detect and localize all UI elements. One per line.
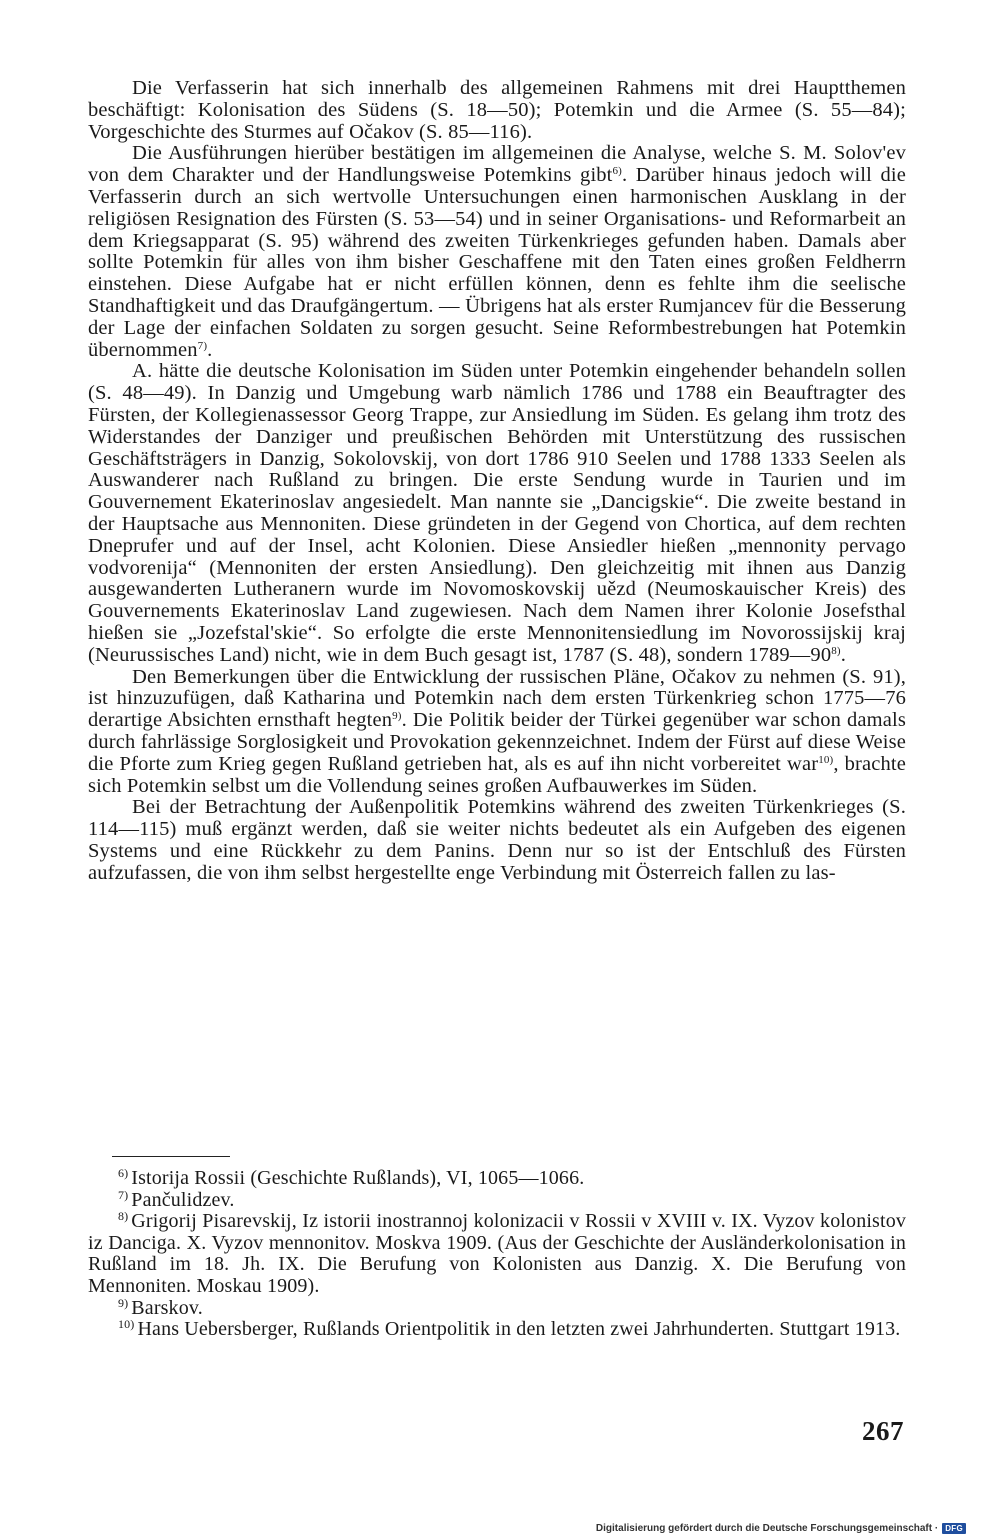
- footnote-mark: 10): [118, 1317, 135, 1332]
- paragraph-4: Den Bemerkungen über die Entwicklung der russischen Pläne, Očakov zu nehmen (S. 91), ist hinzuzufügen, daß Katharina und Potemkin nach dem ersten Türkenkrieg schon 1775—76 derartige Absichten ernsthaft hegten$^{9)}$. Die Politik beider der Türkei gegenüber war schon damals durch fahrlässige Sorglosigkeit und Provokation gekennzeichnet. Indem der Fürst auf diese Weise die Pforte zum Krieg gegen Rußland getrieben hat, als es auf ihn nicht vorbereitet war$^{10)}$, brachte sich Potemkin selbst um die Vollendung seines großen Aufbauwerkes im Süden.: [88, 665, 907, 797]
- footnote-8: [88, 1211, 906, 1297]
- footnote-mark: 8): [118, 1209, 129, 1224]
- footnote-10: [88, 1319, 906, 1341]
- page-number: 267: [862, 1416, 904, 1446]
- footnote-7: [88, 1187, 906, 1212]
- digitization-credit: [596, 1523, 966, 1534]
- footnote-text: Pančulidzev.: [131, 1188, 235, 1211]
- footnote-ref-8[interactable]: 8): [831, 644, 841, 657]
- footnote-mark: 9): [118, 1295, 129, 1310]
- footnote-text: Barskov.: [131, 1296, 203, 1319]
- footnote-ref-7[interactable]: 7): [197, 339, 208, 352]
- footnote-mark: 6): [118, 1166, 129, 1180]
- paragraph-2: Die Ausführungen hierüber bestätigen im allgemeinen die Analyse, welche S. M. Solov'ev von dem Charakter und der Handlungsweise Potemkins gibt$^{6)}$. Darüber hinaus jedoch will die Verfasserin durch an sich wertvolle Untersuchungen einen harmonischen Ausklang in der religiösen Resignation des Fürsten (S. 53—54) und in seiner Organisations- und Reformarbeit an dem Kriegsapparat (S. 95) während des zweiten Türkenkrieges gefunden haben. Damals aber sollte Potemkin für alles von ihm bisher Geschaffene mit den Taten eines großen Feldherrn einstehen. Diese Aufgabe hat er nicht erfüllen können, denn es fehlte ihm die seelische Standhaftigkeit und das Draufgängertum. — Übrigens hat als erster Rumjancev für die Besserung der Lage der einfachen Soldaten zu sorgen gesucht. Seine Reformbestrebungen hat Potemkin übernommen$^{7)}$.: [88, 142, 906, 361]
- footnote-ref-9[interactable]: 9): [392, 710, 402, 723]
- footnote-separator: [112, 1156, 230, 1157]
- footnote-ref-10[interactable]: 10): [818, 753, 834, 766]
- footnotes: [88, 1168, 906, 1341]
- dfg-logo-icon: DFG: [942, 1523, 966, 1534]
- footnote-mark: 7): [118, 1187, 129, 1202]
- credit-text: Digitalisierung gefördert durch die Deutsche Forschungsgemeinschaft ·: [595, 1523, 939, 1534]
- main-text: [88, 78, 906, 884]
- footnote-6: [88, 1168, 906, 1190]
- footnote-ref-6[interactable]: 6): [612, 165, 622, 178]
- paragraph-1: Die Verfasserin hat sich innerhalb des allgemeinen Rahmens mit drei Hauptthemen beschäftigt: Kolonisation des Südens (S. 18—50); Potemkin und die Armee (S. 55—84); Vorgeschichte des Sturmes auf Očakov (S. 85—116).: [88, 77, 906, 143]
- footnote-text: Grigorij Pisarevskij, Iz istorii inostrannoj kolonizacii v Rossii v XVIII v. IX. Vyzov kolonistov iz Danciga. X. Vyzov mennonitov. Moskva 1909. (Aus der Geschichte der Ausländerkolonisation in Rußland im 18. Jh. IX. Die Berufung von Kolonisten aus Danzig. X. Die Berufung von Mennoniten. Moskau 1909).: [88, 1210, 906, 1297]
- footnote-text: Istorija Rossii (Geschichte Rußlands), VI, 1065—1066.: [131, 1167, 585, 1189]
- footnote-text: Hans Uebersberger, Rußlands Orientpolitik in den letzten zwei Jahrhunderten. Stuttgart 1913.: [137, 1318, 901, 1341]
- paragraph-3: A. hätte die deutsche Kolonisation im Süden unter Potemkin eingehender behandeln sollen (S. 48—49). In Danzig und Umgebung warb nämlich 1786 und 1788 ein Beauftragter des Fürsten, der Kollegienassessor Georg Trappe, zur Ansiedlung im Süden. Es gelang ihm trotz des Widerstandes der Danziger und preußischen Behörden mit Unterstützung des russischen Geschäftsträgers in Danzig, Sokolovskij, von dort 1786 910 Seelen und 1788 1333 Seelen als Auswanderer nach Rußland zu bringen. Die erste Sendung wurde in Taurien und im Gouvernement Ekaterinoslav angesiedelt. Man nannte sie „Dancigskie“. Die zweite bestand in der Hauptsache aus Mennoniten. Diese gründeten in der Gegend von Chortica, auf dem rechten Dneprufer und auf der Insel, acht Kolonien. Diese Ansiedler hießen „mennonity pervago vodvorenija“ (Mennoniten der ersten Ansiedlung). Den gleichzeitig mit ihnen aus Danzig ausgewanderten Lutheranern wurde im Novomoskovskij uězd (Neumoskauischer Kreis) des Gouvernements Ekaterinoslav Land zugewiesen. Nach dem Namen ihrer Kolonie Josefsthal hießen sie „Jozefstal'skie“. So erfolgte die erste Mennonitensiedlung im Novorossijskij kraj (Neurussisches Land) nicht, wie in dem Buch gesagt ist, 1787 (S. 48), sondern 1789—90$^{8)}$.: [88, 360, 906, 666]
- paragraph-5: Bei der Betrachtung der Außenpolitik Potemkins während des zweiten Türkenkrieges (S. 114—115) muß ergänzt werden, daß sie weiter nichts bedeutet als ein Aufgeben des eigenen Systems und eine Rückkehr zu dem Panins. Denn nur so ist der Entschluß des Fürsten aufzufassen, die von ihm selbst hergestellte enge Verbindung mit Österreich fallen zu las-: [88, 796, 906, 884]
- footnote-9: [88, 1295, 906, 1320]
